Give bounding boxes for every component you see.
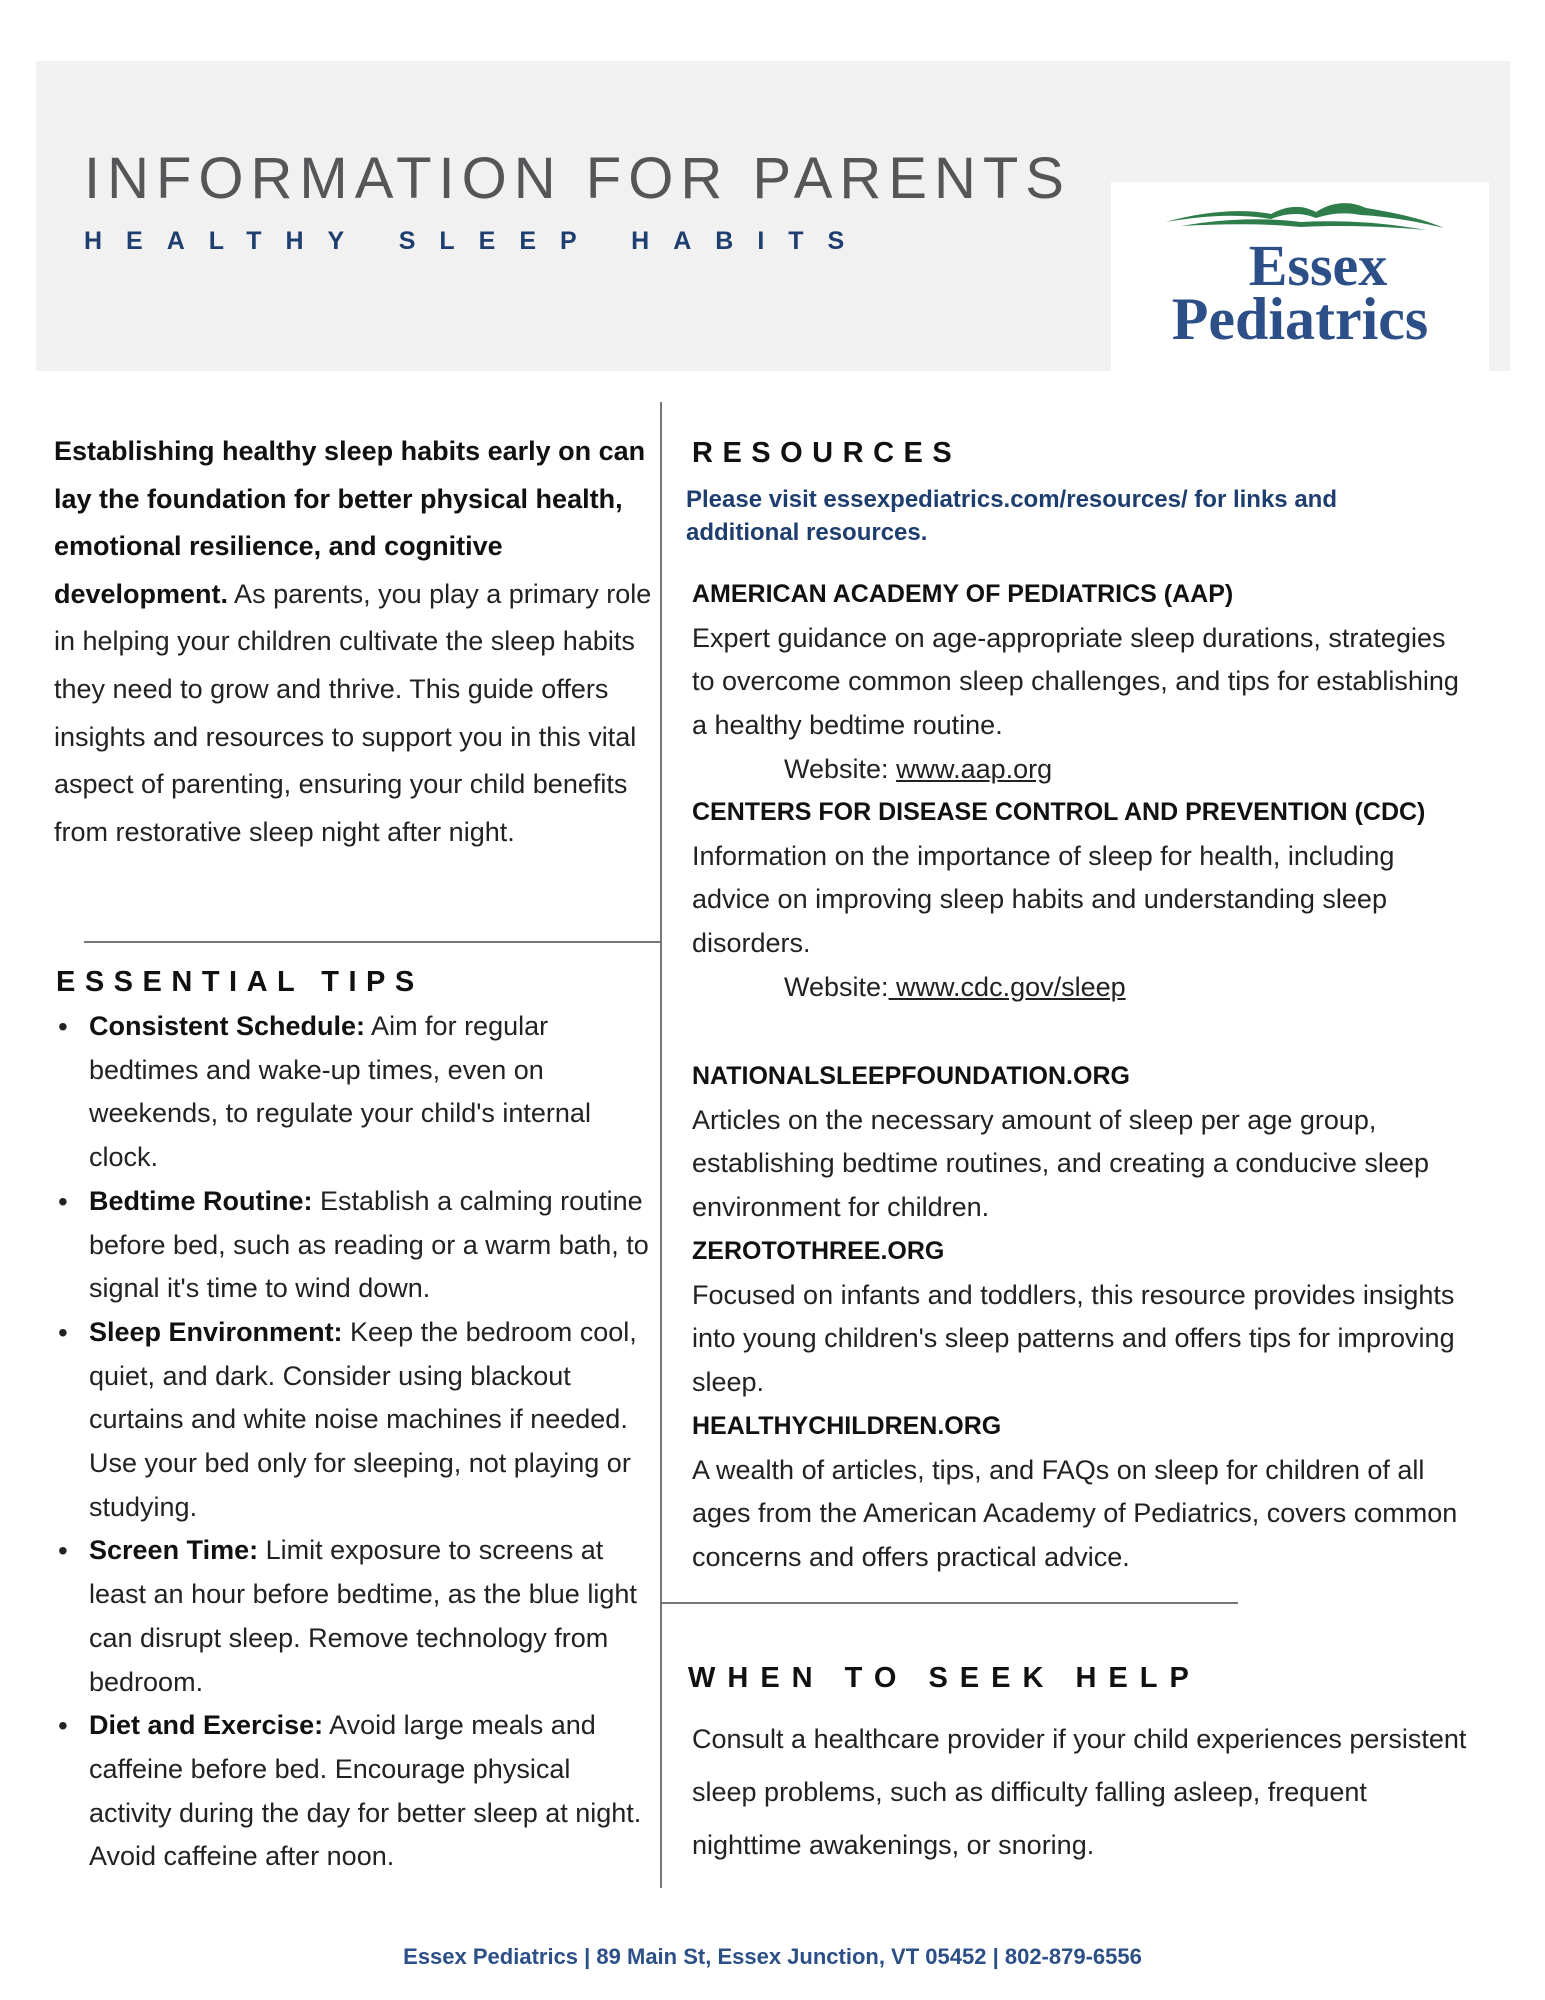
list-item (56, 1704, 656, 1879)
essential-tips-heading: ESSENTIAL TIPS (56, 966, 424, 998)
resource-name: CENTERS FOR DISEASE CONTROL AND PREVENTION (CDC) (692, 798, 1426, 826)
resource-zerotothree (692, 1230, 1472, 1405)
resource-name: AMERICAN ACADEMY OF PEDIATRICS (AAP) (692, 580, 1234, 608)
tip-text: Avoid large meals and caffeine before bed. Encourage physical activity during the day for better sleep at night. Avoid caffeine after noon. (89, 1710, 642, 1872)
column-divider (660, 402, 662, 1888)
list-item (56, 1005, 656, 1180)
tip-title: Bedtime Routine: (89, 1185, 313, 1216)
seek-help-heading: WHEN TO SEEK HELP (688, 1662, 1201, 1694)
logo-text-pediatrics: Pediatrics (1171, 286, 1429, 352)
resource-name: ZEROTOTHREE.ORG (692, 1237, 945, 1265)
resource-website (692, 966, 1472, 1010)
tip-title: Sleep Environment: (89, 1316, 343, 1347)
tip-text: Keep the bedroom cool, quiet, and dark. Consider using blackout curtains and white noise machines if needed. Use your bed only for sleeping, not playing or studying. (89, 1316, 637, 1522)
page-title: INFORMATION FOR PARENTS (84, 146, 1071, 211)
tips-list (56, 1005, 656, 1879)
page-subtitle: HEALTHY SLEEP HABITS (84, 227, 869, 255)
resource-name: NATIONALSLEEPFOUNDATION.ORG (692, 1062, 1130, 1090)
resource-description: Expert guidance on age-appropriate sleep durations, strategies to overcome common sleep challenges, and tips for establishing a healthy bedtime routine. (692, 622, 1459, 741)
resource-name: HEALTHYCHILDREN.ORG (692, 1412, 1002, 1440)
website-link[interactable]: www.aap.org (896, 753, 1053, 784)
resource-description: Information on the importance of sleep for health, including advice on improving sleep habits and understanding sleep disorders. (692, 840, 1395, 959)
resources-heading: RESOURCES (692, 437, 962, 469)
intro-paragraph (54, 428, 654, 856)
list-item (56, 1529, 656, 1704)
resource-nsf (692, 1055, 1472, 1230)
tip-text: Aim for regular bedtimes and wake-up times, even on weekends, to regulate your child's internal clock. (89, 1011, 591, 1173)
seek-help-text: Consult a healthcare provider if your child experiences persistent sleep problems, such as difficulty falling asleep, frequent nighttime awakenings, or snoring. (692, 1724, 1467, 1860)
resource-description: A wealth of articles, tips, and FAQs on sleep for children of all ages from the American Academy of Pediatrics, covers common concerns and offers practical advice. (692, 1454, 1458, 1573)
resource-description: Focused on infants and toddlers, this resource provides insights into young children's sleep patterns and offers tips for improving sleep. (692, 1279, 1455, 1398)
resource-aap (692, 573, 1472, 792)
intro-text: As parents, you play a primary role in helping your children cultivate the sleep habits they need to grow and thrive. This guide offers insights and resources to support you in this vital aspect of parenting, ensuring your child benefits from restorative sleep night after night. (54, 578, 652, 847)
bullet-icon: • (58, 1710, 68, 1742)
website-label: Website: (784, 753, 897, 784)
website-link[interactable]: www.cdc.gov/sleep (888, 971, 1126, 1002)
resources-visit-note: Please visit essexpediatrics.com/resources/ for links and additional resources. (686, 486, 1337, 546)
tip-title: Diet and Exercise: (89, 1710, 324, 1741)
list-item (56, 1180, 656, 1311)
list-item (56, 1311, 656, 1530)
section-divider-left (84, 941, 661, 943)
bullet-icon: • (58, 1011, 68, 1042)
tip-text: Limit exposure to screens at least an hour before bedtime, as the blue light can disrupt sleep. Remove technology from bedroom. (89, 1535, 637, 1697)
bullet-icon: • (58, 1185, 68, 1217)
bullet-icon: • (58, 1535, 68, 1567)
essex-pediatrics-logo (1111, 182, 1489, 371)
footer-contact: Essex Pediatrics | 89 Main St, Essex Junction, VT 05452 | 802-879-6556 (403, 1944, 1142, 1969)
logo-text-essex: Essex (1248, 233, 1388, 298)
section-divider-right (661, 1602, 1238, 1604)
resource-cdc (692, 791, 1472, 1010)
website-label: Website: (784, 971, 889, 1002)
resource-healthychildren (692, 1405, 1472, 1580)
resource-description: Articles on the necessary amount of sleep per age group, establishing bedtime routines, and creating a conducive sleep environment for children. (692, 1104, 1429, 1223)
intro-bold: Establishing healthy sleep habits early on can lay the foundation for better physical health, emotional resilience, and cognitive development. (54, 436, 646, 609)
resource-website (692, 748, 1472, 792)
tip-title: Screen Time: (89, 1535, 259, 1566)
tip-title: Consistent Schedule: (89, 1011, 366, 1041)
tip-text: Establish a calming routine before bed, such as reading or a warm bath, to signal it's time to wind down. (89, 1185, 649, 1304)
bullet-icon: • (58, 1316, 68, 1348)
